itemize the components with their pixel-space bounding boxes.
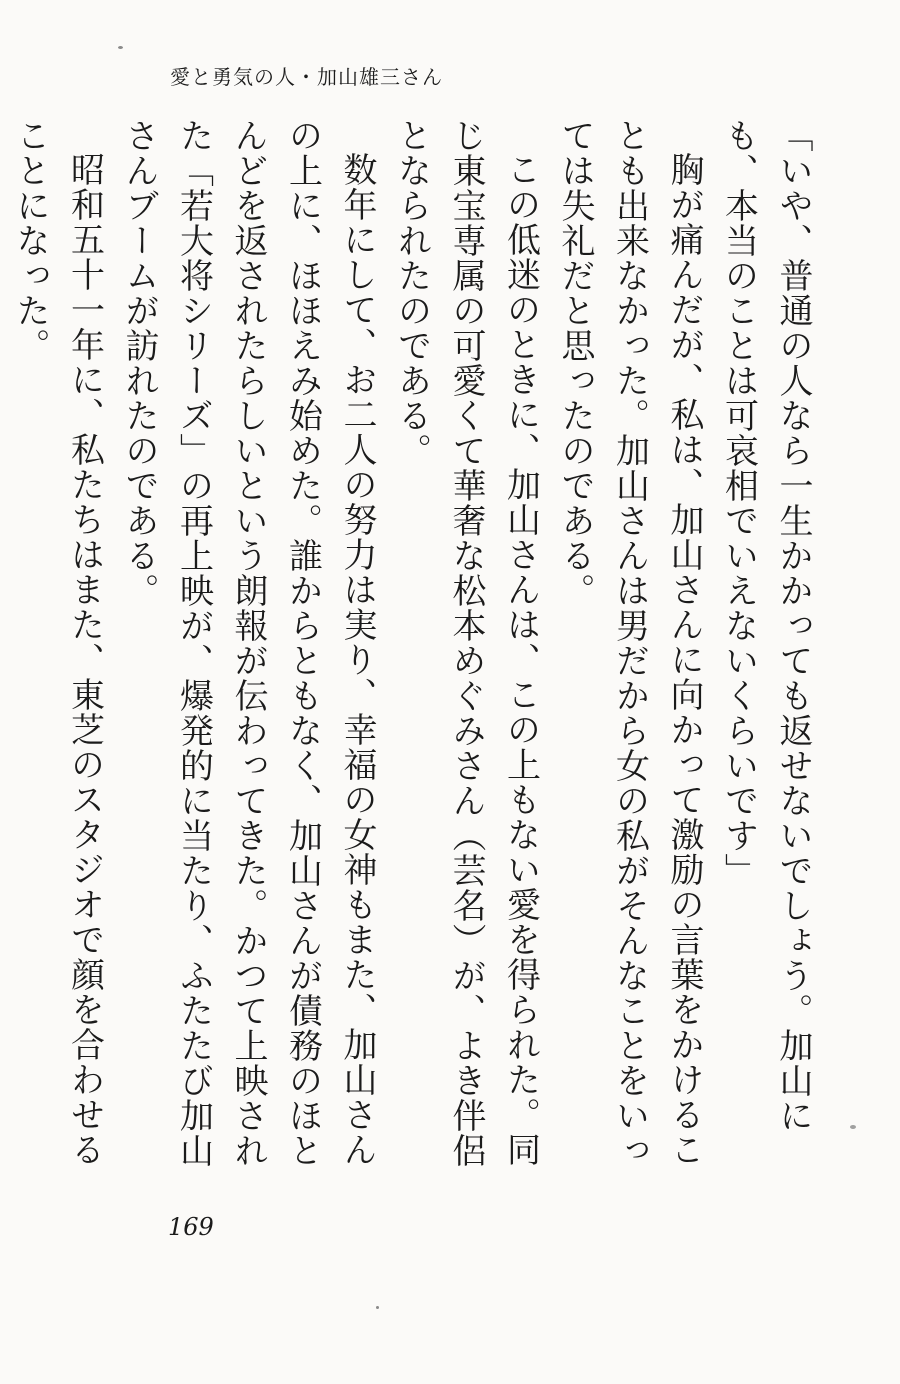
paragraph-4: 数年にして、お二人の努力は実り、幸福の女神もまた、加山さんの上に、ほほえみ始めた。誰からともなく、加山さんが債務のほとんどを返されたらしいという朗報が伝わってきた。かつて上映された「若大将シリーズ」の再上映が、爆発的に当たり、ふたたび加山さんブームが訪れたのである。 — [119, 118, 377, 1168]
paragraph-1: 「いや、普通の人なら一生かかっても返せないでしょう。加山にも、本当のことは可哀相でいえないくらいです」 — [718, 118, 813, 1133]
paragraph-3: この低迷のときに、加山さんは、この上もない愛を得られた。同じ東宝専属の可愛くて華奢な松本めぐみさん（芸名）が、よき伴侶となられたのである。 — [391, 118, 541, 1168]
paper-speck — [376, 1306, 379, 1309]
running-head: 愛と勇気の人・加山雄三さん — [170, 65, 443, 89]
paper-speck — [850, 1125, 856, 1129]
paragraph-5: 昭和五十一年に、私たちはまた、東芝のスタジオで顔を合わせることになった。 — [10, 118, 105, 1167]
body-text — [10, 118, 820, 1198]
page-number: 169 — [168, 1213, 214, 1241]
paragraph-2: 胸が痛んだが、私は、加山さんに向かって激励の言葉をかけることも出来なかった。加山さんは男だから女の私がそんなことをいっては失礼だと思ったのである。 — [555, 118, 704, 1168]
paper-speck — [118, 46, 123, 49]
